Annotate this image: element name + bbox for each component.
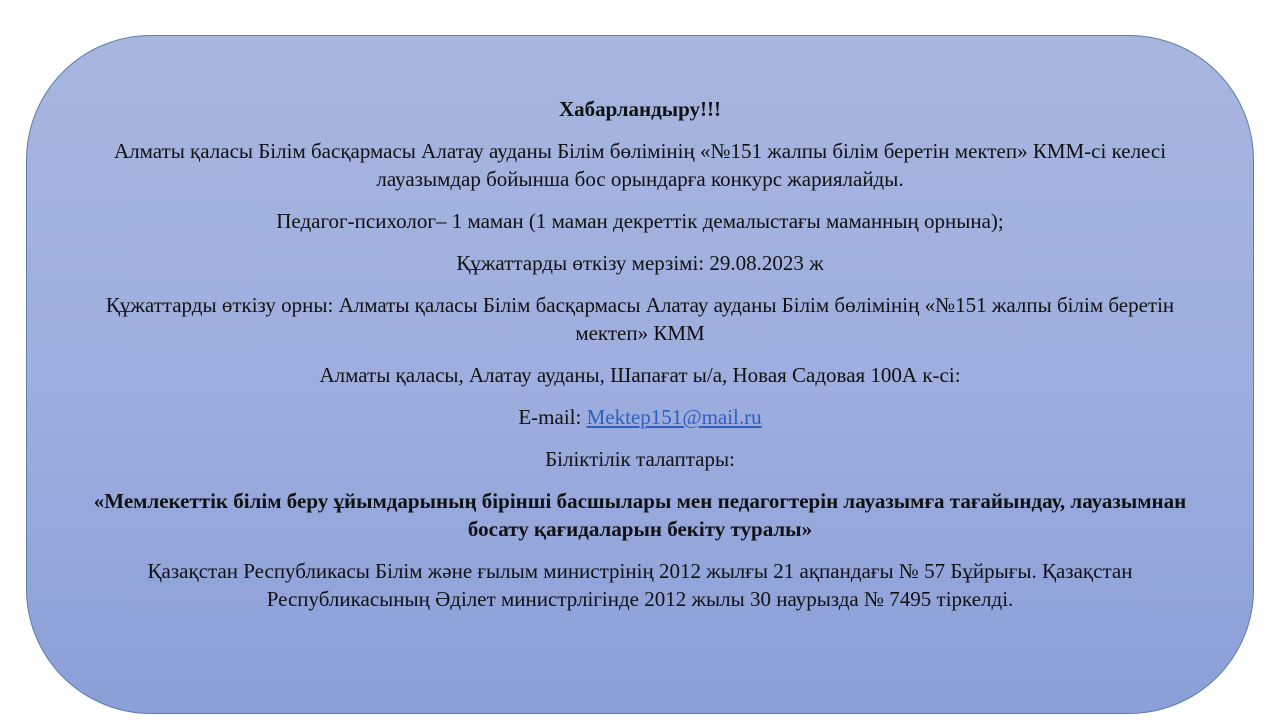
- email-link[interactable]: Mektep151@mail.ru: [586, 405, 762, 429]
- regulation-source: Қазақстан Республикасы Білім және ғылым министрінің 2012 жылғы 21 ақпандағы № 57 Бұйрығы. Қазақстан Республикасының Әділет министрлігінде 2012 жылы 30 наурызда № 7495 тіркелді.: [147, 559, 1133, 611]
- announcement-content: [67, 95, 1213, 627]
- email-line: [67, 403, 1213, 431]
- announcement-intro: Алматы қаласы Білім басқармасы Алатау ауданы Білім бөлімінің «№151 жалпы білім беретін мектеп» КММ-сі келесі лауазымдар бойынша бос орындарға конкурс жариялайды.: [113, 139, 1167, 191]
- deadline-line: Құжаттарды өткізу мерзімі: 29.08.2023 ж: [456, 251, 824, 275]
- submission-place: Құжаттарды өткізу орны: Алматы қаласы Білім басқармасы Алатау ауданы Білім бөлімінің «№151 жалпы білім беретін мектеп» КММ: [105, 293, 1175, 345]
- email-label: E-mail:: [518, 405, 587, 429]
- announcement-box: [26, 35, 1254, 714]
- announcement-title: Хабарландыру!!!: [558, 97, 722, 121]
- address-line: Алматы қаласы, Алатау ауданы, Шапағат ы/а, Новая Садовая 100А к-сі:: [319, 363, 961, 387]
- requirements-label: Біліктілік талаптары:: [545, 447, 735, 471]
- regulation-title: «Мемлекеттік білім беру ұйымдарының бірінші басшылары мен педагогтерін лауазымға тағайындау, лауазымнан босату қағидаларын бекіту туралы»: [93, 489, 1187, 541]
- position-line: Педагог-психолог– 1 маман (1 маман декреттік демалыстағы маманның орнына);: [276, 209, 1004, 233]
